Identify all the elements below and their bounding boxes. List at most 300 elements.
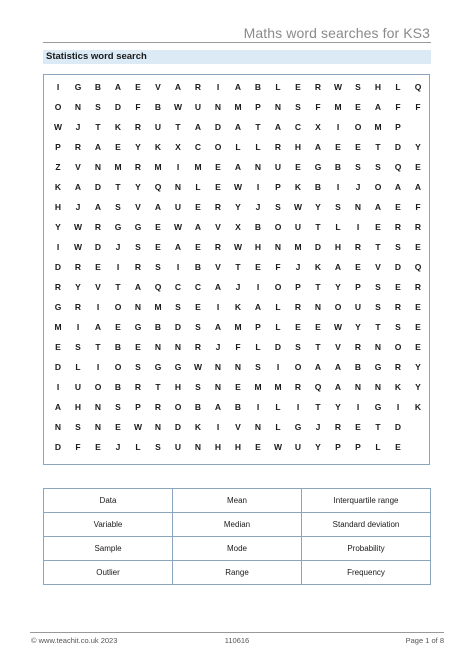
grid-letter: C bbox=[174, 282, 182, 292]
grid-letter: S bbox=[115, 202, 121, 212]
grid-letter: G bbox=[174, 362, 182, 372]
grid-letter: I bbox=[176, 262, 180, 272]
grid-letter: Q bbox=[314, 382, 322, 392]
grid-letter: I bbox=[396, 402, 400, 412]
word-list-item: Sample bbox=[44, 537, 173, 561]
grid-letter: J bbox=[215, 342, 221, 352]
grid-letter: W bbox=[133, 422, 143, 432]
grid-letter: A bbox=[174, 242, 182, 252]
grid-letter: Y bbox=[315, 202, 321, 212]
grid-letter: M bbox=[114, 162, 122, 172]
grid-letter: E bbox=[355, 422, 361, 432]
grid-letter: N bbox=[94, 402, 102, 412]
grid-letter: A bbox=[234, 162, 242, 172]
grid-letter: S bbox=[95, 102, 101, 112]
grid-letter: R bbox=[414, 222, 422, 232]
grid-letter: C bbox=[194, 282, 202, 292]
grid-letter: P bbox=[295, 282, 301, 292]
grid-row bbox=[44, 197, 429, 217]
grid-letter: M bbox=[374, 122, 382, 132]
header-divider bbox=[43, 42, 431, 43]
grid-letter: D bbox=[394, 422, 402, 432]
grid-letter: P bbox=[275, 182, 281, 192]
grid-letter: D bbox=[174, 322, 182, 332]
grid-letter: H bbox=[254, 242, 262, 252]
grid-letter: A bbox=[194, 222, 202, 232]
grid-letter: P bbox=[255, 322, 261, 332]
grid-letter: E bbox=[415, 322, 421, 332]
grid-letter: O bbox=[274, 222, 282, 232]
grid-letter: F bbox=[415, 102, 421, 112]
grid-letter: F bbox=[235, 342, 241, 352]
grid-letter: Q bbox=[394, 162, 402, 172]
grid-letter: S bbox=[395, 242, 401, 252]
grid-letter: R bbox=[194, 82, 202, 92]
grid-letter: I bbox=[176, 162, 180, 172]
grid-letter: S bbox=[295, 342, 301, 352]
grid-letter: U bbox=[154, 122, 162, 132]
grid-letter: E bbox=[255, 262, 261, 272]
grid-letter: W bbox=[293, 202, 303, 212]
grid-letter: B bbox=[254, 222, 262, 232]
grid-letter: E bbox=[215, 182, 221, 192]
letter-grid bbox=[44, 75, 429, 464]
grid-letter: R bbox=[74, 302, 82, 312]
grid-letter: S bbox=[175, 302, 181, 312]
grid-letter: A bbox=[54, 402, 62, 412]
grid-letter: E bbox=[195, 242, 201, 252]
grid-letter: A bbox=[74, 182, 82, 192]
grid-letter: Y bbox=[355, 322, 361, 332]
grid-letter: N bbox=[374, 342, 382, 352]
grid-letter: N bbox=[354, 382, 362, 392]
grid-letter: T bbox=[315, 222, 321, 232]
grid-letter: A bbox=[234, 122, 242, 132]
grid-letter: J bbox=[255, 202, 261, 212]
grid-letter: I bbox=[56, 82, 60, 92]
grid-letter: N bbox=[174, 182, 182, 192]
grid-letter: A bbox=[214, 322, 222, 332]
grid-letter: C bbox=[294, 122, 302, 132]
grid-letter: X bbox=[175, 142, 181, 152]
grid-letter: D bbox=[54, 362, 62, 372]
grid-letter: R bbox=[394, 302, 402, 312]
grid-row bbox=[44, 137, 429, 157]
grid-letter: E bbox=[355, 262, 361, 272]
grid-letter: N bbox=[374, 382, 382, 392]
footer-page-number: Page 1 of 8 bbox=[405, 636, 444, 645]
grid-letter: T bbox=[375, 422, 381, 432]
grid-letter: O bbox=[114, 362, 122, 372]
grid-letter: S bbox=[195, 382, 201, 392]
grid-letter: L bbox=[375, 442, 381, 452]
word-search-grid bbox=[43, 74, 430, 465]
footer-resource-id: 110616 bbox=[224, 636, 250, 645]
grid-letter: J bbox=[75, 202, 81, 212]
grid-letter: E bbox=[195, 302, 201, 312]
grid-letter: G bbox=[294, 422, 302, 432]
word-list-table bbox=[43, 488, 431, 585]
grid-letter: L bbox=[75, 362, 81, 372]
grid-letter: M bbox=[154, 302, 162, 312]
grid-letter: W bbox=[333, 82, 343, 92]
grid-row bbox=[44, 217, 429, 237]
grid-letter: N bbox=[154, 422, 162, 432]
grid-letter: I bbox=[216, 82, 220, 92]
grid-letter: G bbox=[74, 82, 82, 92]
grid-letter: M bbox=[254, 382, 262, 392]
grid-letter: P bbox=[355, 282, 361, 292]
grid-letter: S bbox=[375, 162, 381, 172]
grid-letter: T bbox=[315, 282, 321, 292]
grid-letter: T bbox=[375, 242, 381, 252]
grid-letter: E bbox=[355, 142, 361, 152]
grid-letter: P bbox=[55, 142, 61, 152]
grid-letter: E bbox=[335, 142, 341, 152]
grid-letter: E bbox=[155, 222, 161, 232]
grid-letter: B bbox=[314, 182, 322, 192]
grid-letter: O bbox=[94, 382, 102, 392]
grid-letter: L bbox=[275, 82, 281, 92]
grid-letter: R bbox=[74, 142, 82, 152]
grid-letter: N bbox=[214, 102, 222, 112]
grid-letter: E bbox=[315, 322, 321, 332]
grid-letter: N bbox=[54, 422, 62, 432]
grid-letter: M bbox=[334, 102, 342, 112]
grid-letter: G bbox=[114, 222, 122, 232]
grid-letter: T bbox=[315, 402, 321, 412]
grid-letter: S bbox=[155, 262, 161, 272]
grid-letter: U bbox=[274, 162, 282, 172]
grid-letter: D bbox=[94, 242, 102, 252]
grid-letter: S bbox=[255, 362, 261, 372]
word-list-item: Variable bbox=[44, 513, 173, 537]
grid-letter: T bbox=[95, 342, 101, 352]
grid-letter: L bbox=[255, 142, 261, 152]
grid-letter: J bbox=[115, 242, 121, 252]
grid-letter: E bbox=[235, 382, 241, 392]
grid-letter: R bbox=[134, 262, 142, 272]
grid-letter: F bbox=[75, 442, 81, 452]
grid-letter: I bbox=[296, 402, 300, 412]
grid-letter: N bbox=[274, 102, 282, 112]
grid-letter: K bbox=[294, 182, 302, 192]
word-list-item: Data bbox=[44, 489, 173, 513]
grid-letter: K bbox=[54, 182, 62, 192]
grid-letter: N bbox=[134, 302, 142, 312]
grid-letter: B bbox=[234, 402, 242, 412]
grid-letter: W bbox=[173, 222, 183, 232]
grid-letter: Y bbox=[335, 282, 341, 292]
grid-letter: F bbox=[395, 102, 401, 112]
grid-letter: W bbox=[233, 182, 243, 192]
word-list-item: Median bbox=[173, 513, 302, 537]
grid-letter: A bbox=[274, 122, 282, 132]
grid-letter: U bbox=[174, 442, 182, 452]
grid-letter: E bbox=[115, 322, 121, 332]
grid-letter: G bbox=[374, 402, 382, 412]
grid-letter: E bbox=[215, 162, 221, 172]
grid-letter: M bbox=[234, 322, 242, 332]
grid-letter: W bbox=[173, 102, 183, 112]
word-list-item: Mode bbox=[173, 537, 302, 561]
grid-letter: N bbox=[94, 422, 102, 432]
grid-letter: L bbox=[235, 142, 241, 152]
grid-letter: N bbox=[94, 162, 102, 172]
grid-letter: E bbox=[95, 442, 101, 452]
grid-letter: E bbox=[115, 422, 121, 432]
grid-letter: V bbox=[215, 222, 221, 232]
grid-letter: O bbox=[54, 102, 62, 112]
grid-letter: M bbox=[294, 242, 302, 252]
grid-letter: I bbox=[116, 262, 120, 272]
grid-letter: V bbox=[375, 262, 381, 272]
grid-letter: T bbox=[115, 282, 121, 292]
grid-letter: H bbox=[294, 142, 302, 152]
grid-letter: N bbox=[214, 362, 222, 372]
grid-letter: A bbox=[314, 362, 322, 372]
grid-letter: R bbox=[134, 162, 142, 172]
grid-letter: S bbox=[375, 282, 381, 292]
grid-letter: I bbox=[56, 382, 60, 392]
grid-letter: N bbox=[74, 102, 82, 112]
grid-letter: N bbox=[274, 242, 282, 252]
grid-letter: H bbox=[234, 442, 242, 452]
grid-letter: A bbox=[134, 282, 142, 292]
grid-letter: Q bbox=[414, 82, 422, 92]
grid-letter: K bbox=[314, 262, 322, 272]
grid-letter: W bbox=[233, 242, 243, 252]
grid-letter: H bbox=[374, 82, 382, 92]
grid-letter: X bbox=[235, 222, 241, 232]
grid-letter: B bbox=[194, 262, 202, 272]
grid-letter: B bbox=[354, 362, 362, 372]
grid-letter: E bbox=[55, 342, 61, 352]
grid-letter: S bbox=[355, 162, 361, 172]
grid-letter: L bbox=[275, 322, 281, 332]
grid-letter: Y bbox=[415, 142, 421, 152]
grid-letter: S bbox=[155, 442, 161, 452]
grid-letter: T bbox=[155, 382, 161, 392]
grid-letter: L bbox=[275, 402, 281, 412]
grid-letter: K bbox=[414, 402, 422, 412]
grid-letter: R bbox=[54, 282, 62, 292]
grid-letter: G bbox=[134, 222, 142, 232]
grid-letter: B bbox=[94, 82, 102, 92]
grid-letter: R bbox=[394, 362, 402, 372]
grid-letter: E bbox=[415, 342, 421, 352]
grid-letter: A bbox=[214, 282, 222, 292]
footer-divider bbox=[30, 632, 444, 633]
grid-letter: S bbox=[295, 102, 301, 112]
grid-letter: B bbox=[334, 162, 342, 172]
grid-row bbox=[44, 397, 429, 417]
grid-letter: H bbox=[214, 442, 222, 452]
grid-letter: I bbox=[256, 402, 260, 412]
grid-letter: A bbox=[314, 142, 322, 152]
grid-letter: M bbox=[154, 162, 162, 172]
grid-row bbox=[44, 297, 429, 317]
grid-letter: S bbox=[135, 242, 141, 252]
grid-letter: Y bbox=[135, 142, 141, 152]
grid-letter: F bbox=[275, 262, 281, 272]
grid-letter: L bbox=[135, 442, 141, 452]
grid-letter: A bbox=[194, 122, 202, 132]
grid-letter: K bbox=[194, 422, 202, 432]
word-list-row bbox=[44, 513, 431, 537]
grid-letter: R bbox=[134, 122, 142, 132]
grid-letter: K bbox=[394, 382, 402, 392]
grid-row bbox=[44, 377, 429, 397]
grid-letter: W bbox=[73, 222, 83, 232]
word-list-item: Range bbox=[173, 561, 302, 585]
grid-letter: A bbox=[254, 302, 262, 312]
grid-letter: K bbox=[154, 142, 162, 152]
grid-letter: R bbox=[94, 222, 102, 232]
grid-letter: C bbox=[194, 142, 202, 152]
grid-letter: N bbox=[254, 422, 262, 432]
grid-letter: A bbox=[94, 142, 102, 152]
grid-letter: A bbox=[234, 82, 242, 92]
grid-letter: W bbox=[53, 122, 63, 132]
grid-letter: I bbox=[216, 422, 220, 432]
word-list-item: Standard deviation bbox=[302, 513, 431, 537]
grid-row bbox=[44, 157, 429, 177]
grid-letter: T bbox=[375, 142, 381, 152]
grid-row bbox=[44, 177, 429, 197]
grid-letter: I bbox=[356, 222, 360, 232]
word-list-row bbox=[44, 537, 431, 561]
grid-letter: E bbox=[155, 242, 161, 252]
grid-letter: D bbox=[54, 442, 62, 452]
word-list-row bbox=[44, 489, 431, 513]
grid-row bbox=[44, 117, 429, 137]
grid-letter: E bbox=[395, 282, 401, 292]
grid-letter: R bbox=[394, 222, 402, 232]
grid-letter: Y bbox=[315, 442, 321, 452]
grid-letter: I bbox=[216, 302, 220, 312]
grid-letter: E bbox=[395, 442, 401, 452]
grid-letter: S bbox=[195, 322, 201, 332]
grid-letter: H bbox=[174, 382, 182, 392]
grid-letter: I bbox=[256, 282, 260, 292]
grid-letter: N bbox=[214, 382, 222, 392]
grid-letter: E bbox=[195, 202, 201, 212]
section-title: Statistics word search bbox=[46, 51, 147, 62]
grid-letter: D bbox=[394, 262, 402, 272]
grid-letter: M bbox=[234, 102, 242, 112]
grid-letter: R bbox=[74, 262, 82, 272]
grid-letter: G bbox=[374, 362, 382, 372]
grid-letter: O bbox=[174, 402, 182, 412]
grid-letter: O bbox=[334, 302, 342, 312]
grid-letter: Z bbox=[55, 162, 61, 172]
grid-row bbox=[44, 317, 429, 337]
grid-letter: W bbox=[193, 362, 203, 372]
grid-letter: E bbox=[255, 442, 261, 452]
grid-letter: Y bbox=[75, 282, 81, 292]
grid-letter: H bbox=[54, 202, 62, 212]
grid-letter: U bbox=[174, 202, 182, 212]
grid-letter: B bbox=[194, 402, 202, 412]
grid-letter: T bbox=[115, 182, 121, 192]
grid-letter: B bbox=[154, 322, 162, 332]
grid-letter: A bbox=[374, 202, 382, 212]
grid-letter: S bbox=[275, 202, 281, 212]
grid-letter: P bbox=[355, 442, 361, 452]
grid-letter: S bbox=[75, 342, 81, 352]
word-list-row bbox=[44, 561, 431, 585]
grid-row bbox=[44, 257, 429, 277]
grid-letter: L bbox=[275, 422, 281, 432]
grid-letter: N bbox=[254, 162, 262, 172]
grid-letter: Y bbox=[415, 362, 421, 372]
grid-letter: E bbox=[395, 202, 401, 212]
grid-letter: R bbox=[414, 282, 422, 292]
grid-letter: E bbox=[355, 102, 361, 112]
page-header-title: Maths word searches for KS3 bbox=[243, 25, 430, 41]
grid-letter: Y bbox=[335, 402, 341, 412]
grid-row bbox=[44, 337, 429, 357]
grid-letter: E bbox=[415, 302, 421, 312]
grid-letter: L bbox=[335, 222, 341, 232]
grid-letter: B bbox=[154, 102, 162, 112]
grid-letter: H bbox=[74, 402, 82, 412]
grid-letter: I bbox=[356, 402, 360, 412]
grid-letter: O bbox=[114, 302, 122, 312]
word-list-item: Frequency bbox=[302, 561, 431, 585]
grid-letter: N bbox=[354, 202, 362, 212]
grid-letter: B bbox=[114, 382, 122, 392]
grid-letter: E bbox=[295, 82, 301, 92]
grid-letter: T bbox=[95, 122, 101, 132]
grid-letter: T bbox=[255, 122, 261, 132]
grid-letter: U bbox=[194, 102, 202, 112]
grid-letter: N bbox=[154, 342, 162, 352]
grid-letter: N bbox=[234, 362, 242, 372]
grid-letter: D bbox=[394, 142, 402, 152]
grid-row bbox=[44, 357, 429, 377]
grid-letter: R bbox=[214, 242, 222, 252]
grid-letter: U bbox=[294, 442, 302, 452]
grid-letter: R bbox=[334, 422, 342, 432]
grid-letter: Y bbox=[55, 222, 61, 232]
grid-letter: E bbox=[115, 142, 121, 152]
grid-letter: D bbox=[214, 122, 222, 132]
grid-letter: V bbox=[75, 162, 81, 172]
grid-letter: S bbox=[355, 82, 361, 92]
grid-letter: J bbox=[355, 182, 361, 192]
grid-letter: F bbox=[135, 102, 141, 112]
grid-letter: R bbox=[354, 342, 362, 352]
grid-letter: J bbox=[235, 282, 241, 292]
grid-letter: O bbox=[294, 362, 302, 372]
grid-letter: R bbox=[294, 382, 302, 392]
grid-letter: B bbox=[254, 82, 262, 92]
grid-letter: V bbox=[135, 202, 141, 212]
grid-letter: S bbox=[335, 202, 341, 212]
grid-letter: O bbox=[274, 282, 282, 292]
word-list-item: Probability bbox=[302, 537, 431, 561]
grid-letter: G bbox=[54, 302, 62, 312]
grid-letter: V bbox=[235, 422, 241, 432]
grid-letter: T bbox=[375, 322, 381, 332]
grid-letter: E bbox=[135, 82, 141, 92]
grid-letter: I bbox=[76, 322, 80, 332]
grid-letter: L bbox=[195, 182, 201, 192]
grid-letter: S bbox=[115, 402, 121, 412]
grid-letter: U bbox=[354, 302, 362, 312]
